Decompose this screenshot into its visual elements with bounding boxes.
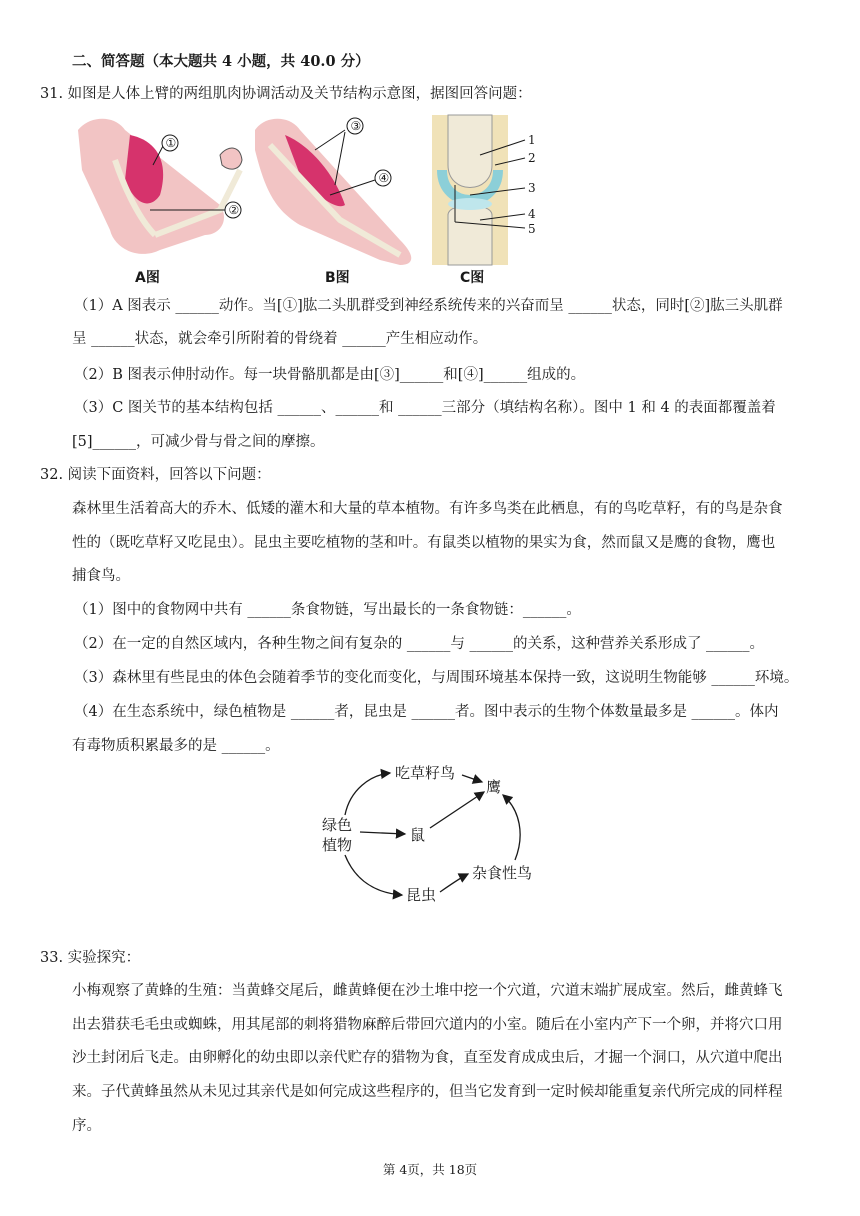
label-c-5: 5 <box>528 222 536 236</box>
figure-c-joint <box>432 115 536 286</box>
figure-b-extended-arm <box>255 118 411 286</box>
arrow-plant-to-seedbird <box>345 773 390 815</box>
q33-stem: 33. 实验探究： <box>40 950 141 966</box>
page-footer: 第 4页，共 18页 <box>382 1162 478 1177</box>
arrow-insect-to-omnivore <box>440 874 468 892</box>
node-insect: 昆虫 <box>406 886 437 904</box>
q33-line-2: 出去猎获毛毛虫或蜘蛛，用其尾部的刺将猎物麻醉后带回穴道内的小室。随后在小室内产下一个卵，并将穴口用 <box>72 1017 783 1033</box>
arrow-plant-to-mouse <box>360 832 405 834</box>
q31-line-4: （3）C 图关节的基本结构包括 ______、______和 ______三部分（填结构名称）。图中 1 和 4 的表面都覆盖着 <box>74 400 776 416</box>
label-c-3: 3 <box>528 181 536 195</box>
q32-question-1: （1）图中的食物网中共有 ______条食物链，写出最长的一条食物链：______。 <box>74 602 581 618</box>
q31-arm-joint-figure <box>70 110 550 290</box>
q32-question-5: 有毒物质积累最多的是 ______。 <box>72 738 280 754</box>
q32-stem: 32. 阅读下面资料，回答以下问题： <box>40 467 271 483</box>
node-green-plant-2: 植物 <box>322 836 353 854</box>
q31-line-3: （2）B 图表示伸肘动作。每一块骨骼肌都是由[③]______和[④]______组成的。 <box>74 367 586 383</box>
arrow-plant-to-insect <box>345 855 402 895</box>
caption-c: C图 <box>460 270 485 286</box>
label-a-2: ② <box>228 203 240 217</box>
food-web-diagram <box>310 760 550 910</box>
q33-line-4: 来。子代黄蜂虽然从未见过其亲代是如何完成这些程序的，但当它发育到一定时候却能重复亲代所完成的同样程 <box>72 1084 783 1100</box>
node-seed-bird: 吃草籽鸟 <box>395 764 456 782</box>
label-c-1: 1 <box>528 133 536 147</box>
node-mouse: 鼠 <box>410 826 426 844</box>
q33-line-1: 小梅观察了黄蜂的生殖：当黄蜂交尾后，雌黄蜂便在沙土堆中挖一个穴道，穴道末端扩展成室。然后，雌黄蜂飞 <box>72 983 783 999</box>
arrow-omnivore-to-hawk <box>503 795 520 860</box>
q32-question-3: （3）森林里有些昆虫的体色会随着季节的变化而变化，与周围环境基本保持一致，这说明生物能够 ______环境。 <box>74 670 799 686</box>
label-a-1: ① <box>165 136 177 150</box>
q32-material-1: 森林里生活着高大的乔木、低矮的灌木和大量的草本植物。有许多鸟类在此栖息，有的鸟吃草籽，有的鸟是杂食 <box>72 501 783 517</box>
arrow-mouse-to-hawk <box>430 792 484 828</box>
label-b-4: ④ <box>378 171 390 185</box>
label-b-3: ③ <box>350 119 362 133</box>
label-c-4: 4 <box>528 207 536 221</box>
q31-line-2: 呈 ______状态，就会牵引所附着的骨绕着 ______产生相应动作。 <box>72 331 488 347</box>
q32-question-4: （4）在生态系统中，绿色植物是 ______者，昆虫是 ______者。图中表示的生物个体数量最多是 ______。体内 <box>74 704 779 720</box>
label-c-2: 2 <box>528 151 536 165</box>
arrow-seedbird-to-hawk <box>462 775 482 782</box>
q33-line-5: 序。 <box>72 1118 101 1134</box>
section-header: 二、简答题（本大题共 4 小题，共 40.0 分） <box>72 53 370 70</box>
node-hawk: 鹰 <box>486 778 502 796</box>
q31-line-1: （1）A 图表示 ______动作。当[①]肱二头肌群受到神经系统传来的兴奋而呈 ______状态，同时[②]肱三头肌群 <box>74 298 783 314</box>
figure-a-flexed-arm <box>78 119 242 286</box>
q33-line-3: 沙土封闭后飞走。由卵孵化的幼虫即以亲代贮存的猎物为食，直至发育成成虫后，才掘一个洞口，从穴道中爬出 <box>72 1050 783 1066</box>
q32-question-2: （2）在一定的自然区域内，各种生物之间有复杂的 ______与 ______的关系，这种营养关系形成了 ______。 <box>74 636 765 652</box>
caption-b: B图 <box>325 270 350 286</box>
node-green-plant-1: 绿色 <box>322 816 353 834</box>
node-omnivore-bird: 杂食性鸟 <box>472 864 533 882</box>
q31-line-5: [5]______，可减少骨与骨之间的摩擦。 <box>72 434 325 450</box>
q32-material-3: 捕食鸟。 <box>72 568 130 584</box>
q31-stem: 31. 如图是人体上臂的两组肌肉协调活动及关节结构示意图，据图回答问题： <box>40 86 532 102</box>
caption-a: A图 <box>135 270 160 286</box>
q32-material-2: 性的（既吃草籽又吃昆虫）。昆虫主要吃植物的茎和叶。有鼠类以植物的果实为食，然而鼠又是鹰的食物，鹰也 <box>72 535 776 551</box>
